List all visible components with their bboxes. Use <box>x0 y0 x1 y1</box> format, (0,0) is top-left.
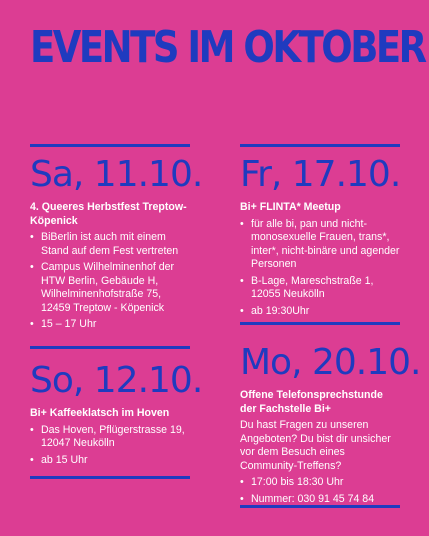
event-date: Fr, 17.10. <box>240 154 401 195</box>
divider <box>240 144 400 147</box>
event-detail: • ab 15 Uhr <box>30 454 190 468</box>
event-details <box>30 424 190 468</box>
event-date: So, 12.10. <box>30 360 203 401</box>
event-card-4 <box>240 322 421 509</box>
event-detail: • Campus Wilhelminenhof der HTW Berlin, Gebäude H, Wilhelminenhofstraße 75, 12459 Treptow - Köpenick <box>30 261 190 315</box>
page-title: EVENTS IM OKTOBER <box>30 22 425 73</box>
event-detail: • BiBerlin ist auch mit einem Stand auf dem Fest vertreten <box>30 231 190 258</box>
event-title: Offene Telefonsprechstunde der Fachstelle Bi+ <box>240 389 383 415</box>
event-detail: • Das Hoven, Pflügerstrasse 19, 12047 Neukölln <box>30 424 190 451</box>
event-description: Du hast Fragen zu unseren Angeboten? Du bist dir unsicher vor dem Besuch eines Community-Treffens? <box>240 419 391 472</box>
event-detail: • ab 19:30Uhr <box>240 305 400 319</box>
event-details <box>30 231 190 332</box>
event-card-3 <box>30 346 203 470</box>
event-card-2 <box>240 144 400 321</box>
event-detail: • für alle bi, pan und nicht-monosexuelle Frauen, trans*, inter*, nicht-binäre und agender Personen <box>240 218 400 272</box>
event-detail: • 17:00 bis 18:30 Uhr <box>240 476 400 490</box>
event-date: Sa, 11.10. <box>30 154 203 195</box>
event-detail: • 15 – 17 Uhr <box>30 318 190 332</box>
event-title: 4. Queeres Herbstfest Treptow-Köpenick <box>30 201 187 227</box>
event-details <box>240 218 400 319</box>
divider <box>30 144 190 147</box>
event-title: Bi+ FLINTA* Meetup <box>240 201 341 213</box>
event-detail: • Nummer: 030 91 45 74 84 <box>240 493 400 507</box>
divider <box>30 476 190 479</box>
event-card-1 <box>30 144 203 335</box>
event-detail: • B-Lage, Mareschstraße 1, 12055 Neukölln <box>240 275 400 302</box>
divider <box>30 346 190 349</box>
divider <box>240 505 400 508</box>
divider <box>240 322 400 325</box>
event-title: Bi+ Kaffeeklatsch im Hoven <box>30 407 170 419</box>
event-date: Mo, 20.10. <box>240 342 421 383</box>
event-details <box>240 476 400 506</box>
